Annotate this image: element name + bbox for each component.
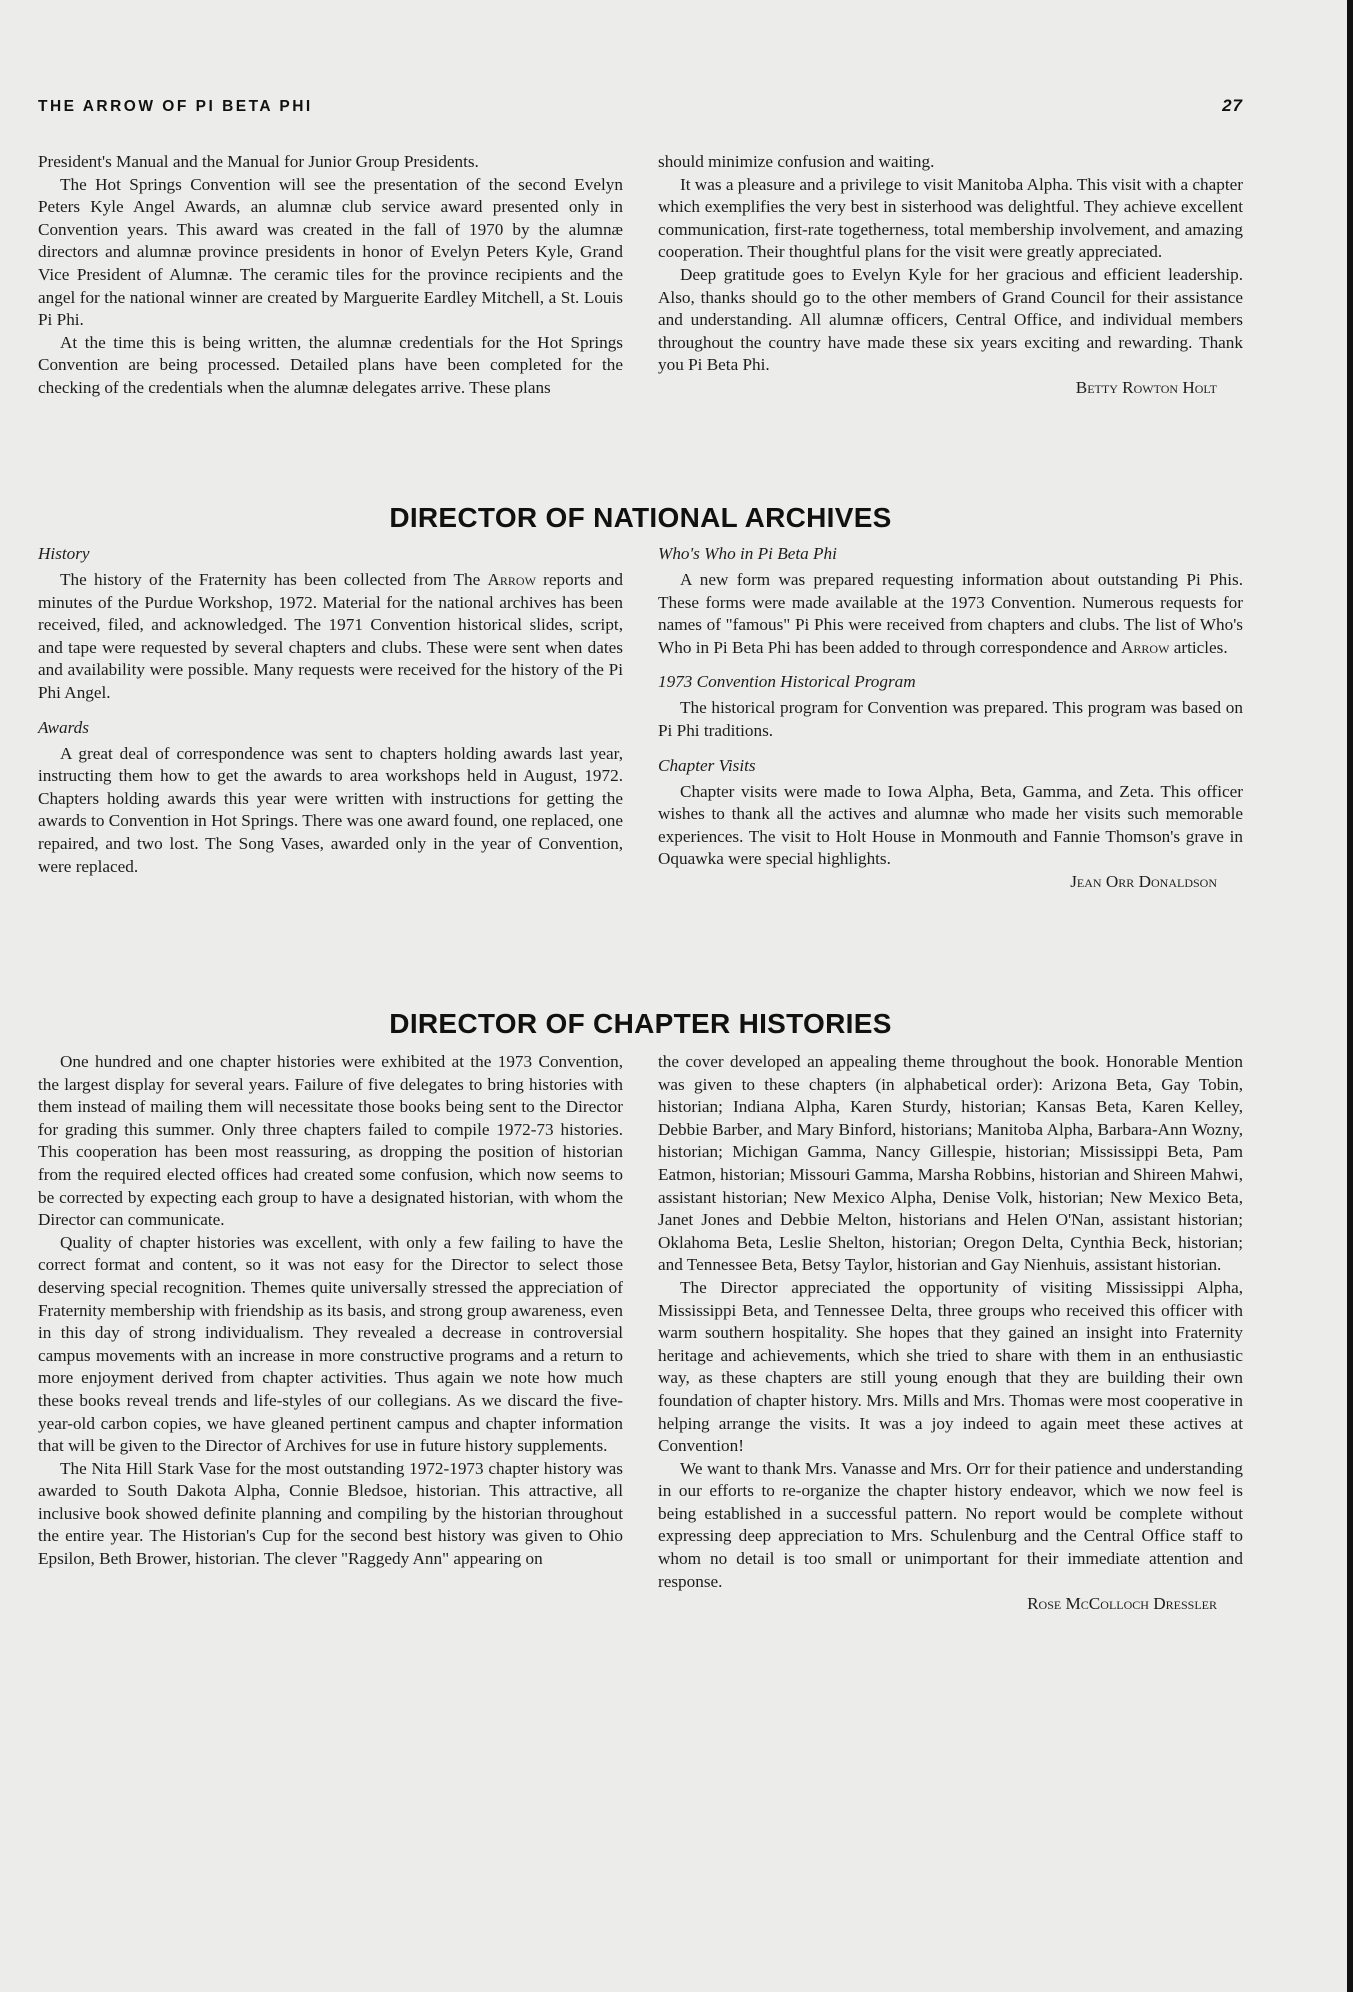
page-number: 27: [1222, 96, 1243, 115]
paragraph: One hundred and one chapter histories were exhibited at the 1973 Convention, the largest display for several years. Failure of five delegates to bring histories with them instead of mailing them will necessitate those books being sent to the Director for grading this summer. Only three chapters failed to compile 1972-73 histories. This cooperation has been most reassuring, as dropping the position of historian from the required elected offices had created some confusion, which now seems to be corrected by expecting each group to have a designated historian, with whom the Director can communicate.: [38, 1052, 623, 1230]
subheading-whos-who: Who's Who in Pi Beta Phi: [658, 544, 837, 563]
paragraph: the cover developed an appealing theme throughout the book. Honorable Mention was given to these chapters (in alphabetical order): Arizona Beta, Gay Tobin, historian; Indiana Alpha, Karen Sturdy, historian; Kansas Beta, Karen Kelley, Debbie Barber, and Mary Binford, historians; Manitoba Alpha, Barbara-Ann Wozny, historian; Michigan Gamma, Nancy Gillespie, historian; Mississippi Beta, Pam Eatmon, historian; Missouri Gamma, Marsha Robbins, historian and Shireen Mahwi, assistant historian; New Mexico Alpha, Denise Volk, historian; New Mexico Beta, Janet Jones and Debbie Melton, historians and Helen O'Nan, assistant historian; Oklahoma Beta, Leslie Shelton, historian; Oregon Delta, Cynthia Beck, historian; and Tennessee Beta, Betsy Taylor, historian and Gay Nienhuis, assistant historian.: [658, 1052, 1243, 1275]
intro-left-column: [38, 151, 623, 501]
paragraph: A great deal of correspondence was sent to chapters holding awards last year, instructing them how to get the awards to area workshops held in August, 1972. Chapters holding awards this year were written with instructions for getting the awards to Convention in Hot Springs. There was one award found, one replaced, one repaired, and two lost. The Song Vases, awarded only in the year of Convention, were replaced.: [38, 743, 623, 876]
paragraph: The Nita Hill Stark Vase for the most outstanding 1972-1973 chapter history was awarded to South Dakota Alpha, Connie Bledsoe, historian. This attractive, all inclusive book showed definite planning and compiling by the historian throughout the entire year. The Historian's Cup for the second best history was given to Ohio Epsilon, Beth Brower, historian. The clever "Raggedy Ann" appearing on: [38, 1458, 623, 1569]
text: reports and minutes of the Purdue Workshop, 1972. Material for the national archives has been received, filed, and acknowledged. The 1971 Convention historical slides, script, and tape were requested by several chapters and clubs. These were sent when dates and availability were possible. Many requests were received for the history of the Pi Phi Angel.: [38, 570, 623, 702]
paragraph: Quality of chapter histories was excellent, with only a few failing to have the correct format and content, so it was not easy for the Director to select those deserving special recognition. Themes quite universally stressed the appreciation of Fraternity membership with friendship as its basis, and strong group awareness, even in this day of strong individualism. They revealed a decrease in controversial campus movements with an increase in more constructive programs and a return to more enjoyment derived from chapter activities. Thus again we note how much these books reveal trends and life-styles of our collegians. As we discard the five-year-old carbon copies, we have gleaned pertinent campus and chapter information that will be given to the Director of Archives for use in future history supplements.: [38, 1232, 623, 1456]
paragraph: The Director appreciated the opportunity of visiting Mississippi Alpha, Mississippi Beta, and Tennessee Delta, three groups who received this officer with warm southern hospitality. She hopes that they gained an insight into Fraternity heritage and achievements, which she tried to share with them in an enthusiastic way, as these chapters are still young enough that they are building their own foundation of chapter history. Mrs. Mills and Mrs. Thomas were most cooperative in helping arrange the visits. It was a joy indeed to again meet these actives at Convention!: [658, 1277, 1243, 1456]
paragraph: Deep gratitude goes to Evelyn Kyle for her gracious and efficient leadership. Also, thanks should go to the other members of Grand Council for their assistance and understanding. All alumnæ officers, Central Office, and individual members throughout the country have made these six years exciting and rewarding. Thank you Pi Beta Phi.: [658, 264, 1243, 375]
arrow-word: Arrow: [1121, 637, 1170, 657]
paragraph: President's Manual and the Manual for Junior Group Presidents.: [38, 152, 479, 171]
text: The history of the Fraternity has been collected from The: [60, 570, 488, 589]
subheading-awards: Awards: [38, 717, 89, 737]
text: articles.: [1169, 637, 1228, 657]
paragraph: [658, 569, 1243, 659]
subheading-program: 1973 Convention Historical Program: [658, 672, 916, 692]
running-head: [38, 96, 1243, 126]
subheading-visits: Chapter Visits: [658, 755, 756, 775]
page: [38, 96, 1243, 1615]
archives-section: [38, 543, 1243, 1003]
paragraph: We want to thank Mrs. Vanasse and Mrs. Orr for their patience and understanding in our efforts to re-organize the chapter history endeavor, which we now feel is being established in a successful pattern. No report would be complete without expressing deep appreciation to Mrs. Schulenburg and the Central Office staff to whom no detail is too small or unimportant for their immediate attention and response.: [658, 1458, 1243, 1591]
signature: Jean Orr Donaldson: [1070, 871, 1217, 891]
paragraph: Chapter visits were made to Iowa Alpha, Beta, Gamma, and Zeta. This officer wishes to thank all the actives and alumnæ who made her visits such memorable experiences. The visit to Holt House in Monmouth and Fannie Thomson's grave in Oquawka were special highlights.: [658, 781, 1243, 869]
subheading-history: History: [38, 544, 90, 563]
histories-right-column: [658, 1051, 1243, 1615]
histories-section: [38, 1051, 1243, 1615]
archives-left-column: [38, 543, 623, 1003]
section-title-histories: DIRECTOR OF CHAPTER HISTORIES: [389, 1008, 892, 1039]
signature: Rose McColloch Dressler: [1027, 1594, 1217, 1614]
intro-section: [38, 151, 1243, 501]
signature: Betty Rowton Holt: [1075, 377, 1217, 397]
archives-right-column: [658, 543, 1243, 1003]
text: A new form was prepared requesting information about outstanding Pi Phis. These forms were made available at the 1973 Convention. Numerous requests for names of "famous" Pi Phis were received from chapters and clubs. The list of Who's Who in Pi Beta Phi has been added to through correspondence and: [658, 570, 1243, 657]
page-edge: [1347, 0, 1353, 1992]
paragraph: [38, 569, 623, 705]
intro-right-column: [658, 151, 1243, 501]
paragraph: The historical program for Convention was prepared. This program was based on Pi Phi traditions.: [658, 698, 1243, 740]
paragraph: The Hot Springs Convention will see the presentation of the second Evelyn Peters Kyle Angel Awards, an alumnæ club service award presented only in Convention years. This award was created in the fall of 1970 by the alumnæ directors and alumnæ province presidents in honor of Evelyn Peters Kyle, Grand Vice President of Alumnæ. The ceramic tiles for the province recipients and the angel for the national winner are created by Marguerite Eardley Mitchell, a St. Louis Pi Phi.: [38, 174, 623, 330]
histories-left-column: [38, 1051, 623, 1615]
journal-title: THE ARROW OF PI BETA PHI: [38, 98, 313, 115]
paragraph: At the time this is being written, the alumnæ credentials for the Hot Springs Convention are being processed. Detailed plans have been completed for the checking of the credentials when the alumnæ delegates arrive. These plans: [38, 332, 623, 397]
section-title-archives: DIRECTOR OF NATIONAL ARCHIVES: [389, 502, 892, 533]
paragraph: should minimize confusion and waiting.: [658, 152, 935, 171]
paragraph: It was a pleasure and a privilege to visit Manitoba Alpha. This visit with a chapter which exemplifies the very best in sisterhood was delightful. They achieve excellent communication, first-rate togetherness, total membership involvement, and amazing cooperation. Their thoughtful plans for the visit were greatly appreciated.: [658, 174, 1243, 262]
arrow-word: Arrow: [487, 570, 536, 589]
